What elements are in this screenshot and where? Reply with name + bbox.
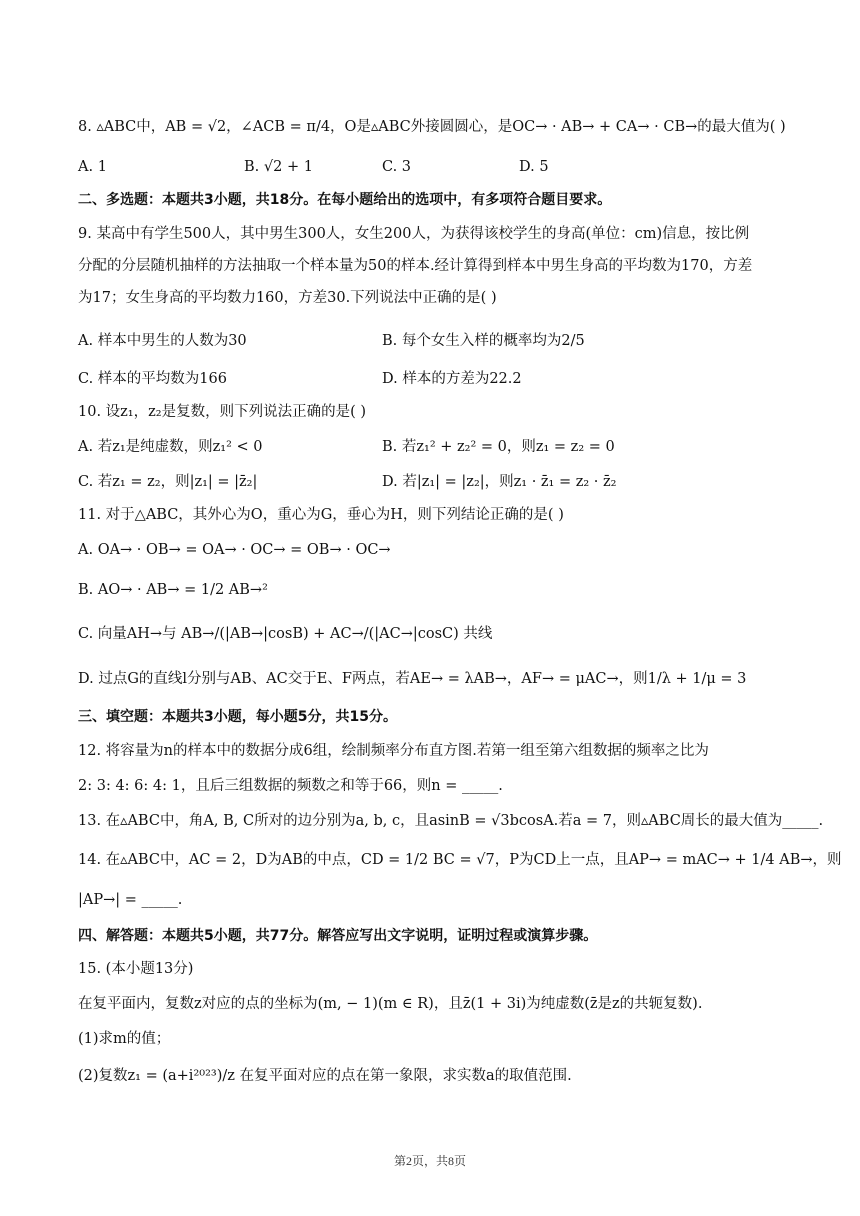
page-footer: 第2页，共8页 <box>393 1154 466 1168</box>
q9-line-3: 为17；女生身高的平均数力160，方差30.下列说法中正确的是( ) <box>78 290 497 306</box>
q12-line-1: 12. 将容量为n的样本中的数据分成6组，绘制频率分布直方图.若第一组至第六组数据的频率之比为 <box>78 743 709 759</box>
q12-line-2: 2: 3: 4: 6: 4: 1，且后三组数据的频数之和等于66，则n = _____. <box>78 778 503 794</box>
q11-stem: 11. 对于△ABC，其外心为O，重心为G，垂心为H，则下列结论正确的是( ) <box>78 507 564 523</box>
q8-stem: 8. ▵ABC中，AB = √2，∠ACB = π/4，O是▵ABC外接圆圆心，是OC→ · AB→ + CA→ · CB→的最大值为( ) <box>78 119 786 135</box>
q9-line-1: 9. 某高中有学生500人，其中男生300人，女生200人，为获得该校学生的身高(单位：cm)信息，按比例 <box>78 226 750 242</box>
q9-option-c: C. 样本的平均数为166 <box>78 371 227 387</box>
q8-option-c: C. 3 <box>382 159 412 175</box>
q11-option-c: C. 向量AH→与 AB→/(|AB→|cosB) + AC→/(|AC→|cosC) 共线 <box>78 626 493 642</box>
q8-option-b: B. √2 + 1 <box>244 159 313 175</box>
q10-stem: 10. 设z₁，z₂是复数，则下列说法正确的是( ) <box>78 404 366 420</box>
q10-option-b: B. 若z₁² + z₂² = 0，则z₁ = z₂ = 0 <box>382 439 615 455</box>
q9-option-d: D. 样本的方差为22.2 <box>382 371 522 387</box>
q8-option-a: A. 1 <box>78 159 107 175</box>
q9-option-a: A. 样本中男生的人数为30 <box>78 333 247 349</box>
q11-option-d: D. 过点G的直线l分别与AB、AC交于E、F两点，若AE→ = λAB→，AF→ = μAC→，则1/λ + 1/μ = 3 <box>78 671 747 687</box>
q13-stem: 13. 在▵ABC中，角A, B, C所对的边分别为a, b, c，且asinB = √3bcosA.若a = 7，则▵ABC周长的最大值为_____. <box>78 813 824 829</box>
q14-line-1: 14. 在▵ABC中，AC = 2，D为AB的中点，CD = 1/2 BC = √7，P为CD上一点，且AP→ = mAC→ + 1/4 AB→，则 <box>78 852 842 868</box>
q10-option-c: C. 若z₁ = z₂，则|z₁| = |z̄₂| <box>78 474 258 490</box>
q8-option-d: D. 5 <box>519 159 549 175</box>
q10-option-a: A. 若z₁是纯虚数，则z₁² < 0 <box>78 439 263 455</box>
section-4-heading: 四、解答题：本题共5小题，共77分。解答应写出文字说明，证明过程或演算步骤。 <box>78 928 598 944</box>
q15-header: 15. (本小题13分) <box>78 961 194 977</box>
q15-part-1: (1)求m的值； <box>78 1031 171 1047</box>
q9-option-b: B. 每个女生入样的概率均为2/5 <box>382 333 585 349</box>
q9-line-2: 分配的分层随机抽样的方法抽取一个样本量为50的样本.经计算得到样本中男生身高的平均数为170，方差 <box>78 258 753 274</box>
q14-line-2: |AP→| = _____. <box>78 892 183 908</box>
q11-option-a: A. OA→ · OB→ = OA→ · OC→ = OB→ · OC→ <box>78 542 391 558</box>
q15-line-1: 在复平面内，复数z对应的点的坐标为(m, − 1)(m ∈ R)，且z̄(1 + 3i)为纯虚数(z̄是z的共轭复数). <box>78 996 703 1012</box>
section-3-heading: 三、填空题：本题共3小题，每小题5分，共15分。 <box>78 709 397 725</box>
q11-option-b: B. AO→ · AB→ = 1/2 AB→² <box>78 582 268 598</box>
q15-part-2: (2)复数z₁ = (a+i²⁰²³)/z 在复平面对应的点在第一象限，求实数a的取值范围. <box>78 1068 572 1084</box>
q10-option-d: D. 若|z₁| = |z₂|，则z₁ · z̄₁ = z₂ · z̄₂ <box>382 474 617 490</box>
section-2-heading: 二、多选题：本题共3小题，共18分。在每小题给出的选项中，有多项符合题目要求。 <box>78 192 612 208</box>
